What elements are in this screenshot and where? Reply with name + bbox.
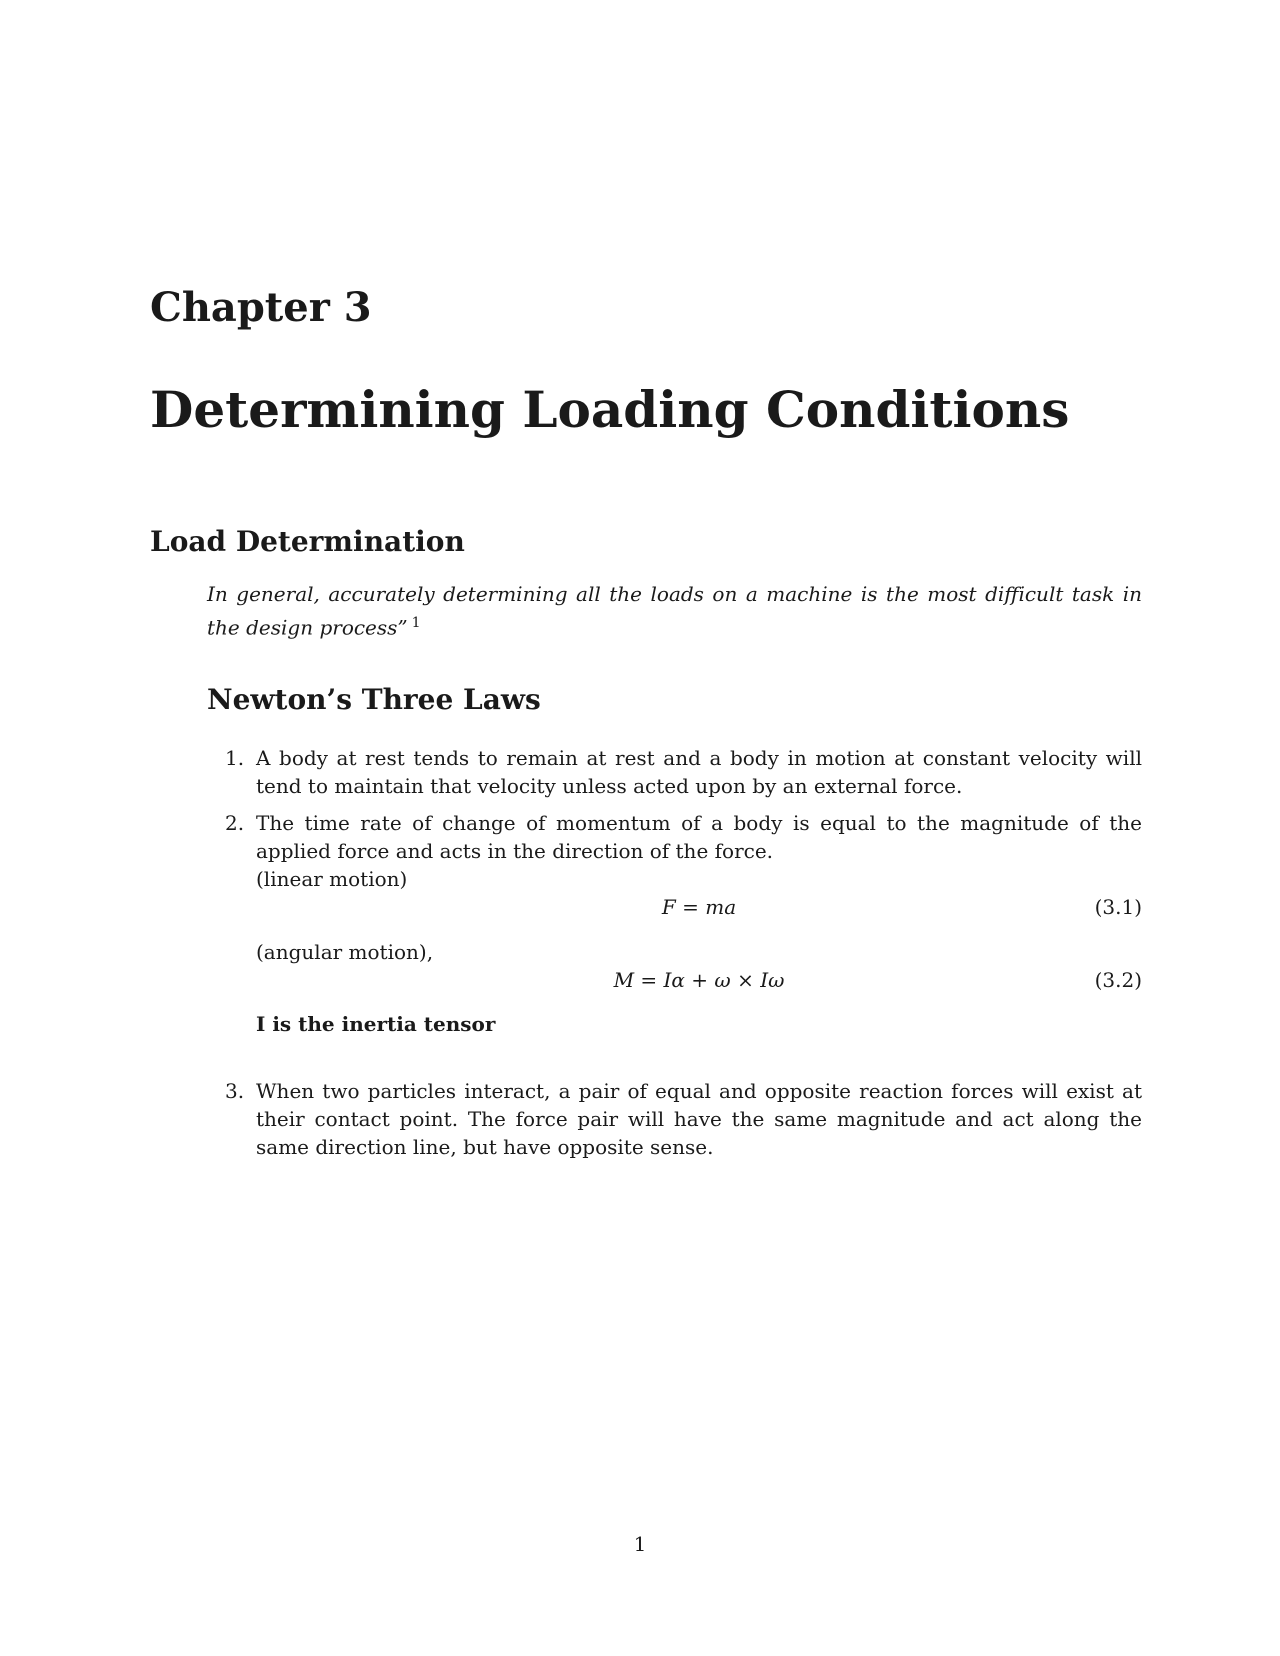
law-item-1 [207, 744, 1142, 800]
footnote-marker[interactable]: 1 [411, 615, 421, 631]
law-item-2 [207, 809, 1142, 865]
law-text: When two particles interact, a pair of equal and opposite reaction forces will exist at their contact point. The force pair will have the same magnitude and act along the same direction line, but have opposite sense. [256, 1079, 1142, 1159]
chapter-label: Chapter 3 [150, 284, 372, 331]
section-title: Load Determination [150, 525, 465, 558]
law-item-3 [207, 1077, 1142, 1161]
equation-number: (3.1) [1094, 895, 1142, 919]
linear-motion-label: (linear motion) [256, 867, 408, 891]
angular-motion-label: (angular motion), [256, 940, 434, 964]
chapter-title: Determining Loading Conditions [150, 380, 1070, 439]
quote-text: In general, accurately determining all the loads on a machine is the most difficult task in the design process” [207, 582, 1142, 640]
equation-expression: F = ma [661, 895, 737, 919]
law-number: 2. [225, 811, 245, 835]
equation-3-1 [256, 893, 1142, 921]
law-text: The time rate of change of momentum of a body is equal to the magnitude of the applied force and acts in the direction of the force. [256, 811, 1142, 863]
equation-number: (3.2) [1094, 968, 1142, 992]
law-number: 3. [225, 1079, 245, 1103]
equation-3-2 [256, 966, 1142, 994]
law-number: 1. [225, 746, 245, 770]
law-text: A body at rest tends to remain at rest and a body in motion at constant velocity will tend to maintain that velocity unless acted upon by an external force. [256, 746, 1142, 798]
subsection-title: Newton’s Three Laws [207, 683, 541, 716]
equation-expression: M = Iα + ω × Iω [613, 968, 785, 992]
section-quote [207, 580, 1142, 643]
page-number: 1 [633, 1532, 647, 1556]
inertia-tensor-note: I is the inertia tensor [256, 1012, 496, 1036]
